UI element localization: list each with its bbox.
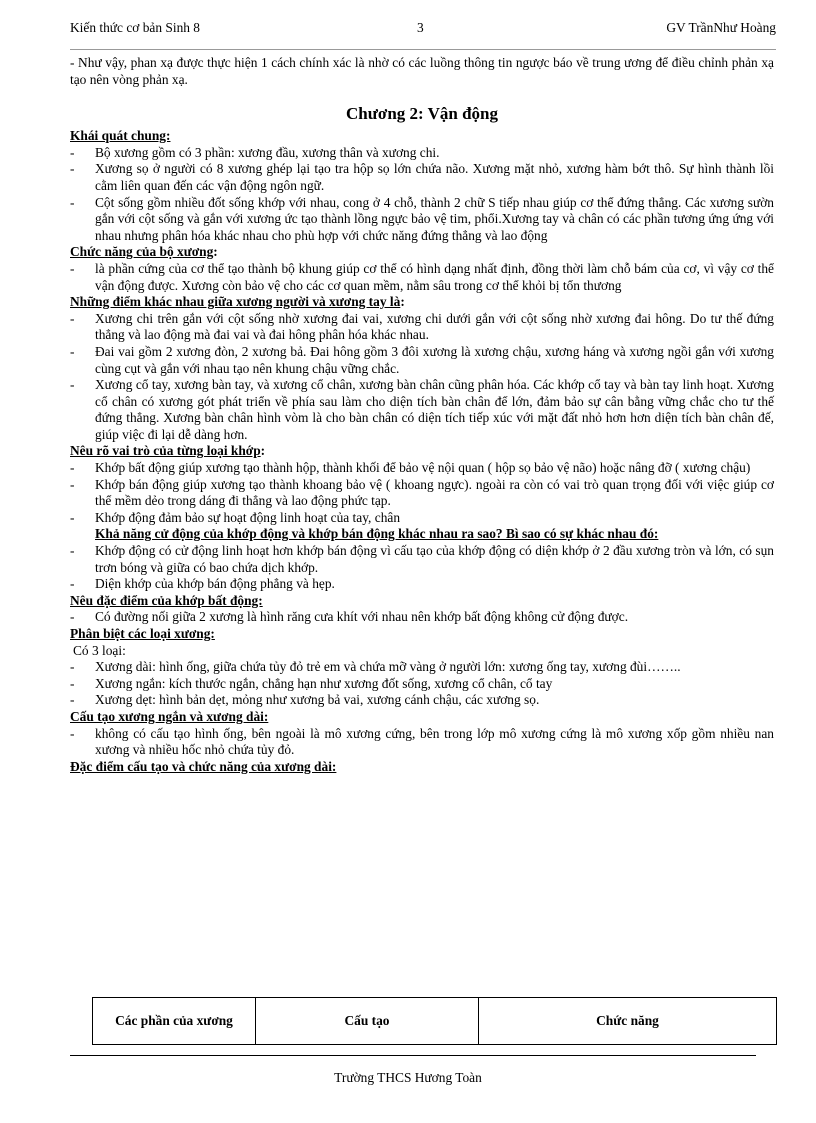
section-heading [70, 593, 774, 610]
list-item: - Khớp động đảm bảo sự hoạt động linh hoạt của tay, chân [70, 510, 774, 527]
bullet-list [70, 145, 774, 245]
footer-divider [70, 1055, 756, 1056]
header-divider [70, 49, 776, 50]
section-heading-text: Đặc điểm cấu tạo và chức năng của xương dài: [70, 758, 337, 774]
section-heading-suffix: : [260, 443, 266, 459]
section-heading [70, 244, 774, 261]
list-item: - Xương cổ tay, xương bàn tay, và xương cổ chân, xương bàn chân cũng phân hóa. Các khớp cổ tay và bàn tay linh hoạt. Xương cổ chân có xương gót phát triển về phía sau làm cho diện tích bàn chân để lớn, đảm bảo sự cân bằng vững chắc cho tư thế đứng thẳng. Xương bàn chân hình vòm là cho bàn chân có diện tích tiếp xúc với mặt đất nhỏ hơn hơn diện tích bàn chân đế, giúp việc đi lại dễ dàng hơn. [70, 377, 774, 443]
section-heading-text: Cấu tạo xương ngắn và xương dài: [70, 708, 269, 724]
section-heading-text: Những điểm khác nhau giữa xương người và xương tay là [70, 294, 401, 310]
section-heading-suffix: : [213, 244, 218, 260]
bullet-list [70, 659, 774, 709]
page-number: 3 [417, 20, 424, 35]
table-header-row [93, 998, 777, 1045]
section-heading-text: Khái quát chung: [70, 128, 171, 144]
list-item: - Khớp động có cử động linh hoạt hơn khớp bán động vì cấu tạo của khớp động có diện khớp ở 2 đầu xương tròn và lớn, có sụn trơn bóng và giữa có bao chứa dịch khớp. [70, 543, 774, 576]
section-heading-text: Khả năng cử động của khớp động và khớp bán động khác nhau ra sao? Bì sao có sự khác nhau đó: [95, 526, 659, 542]
list-item: - Khớp bất động giúp xương tạo thành hộp, thành khối để bảo vệ nội quan ( hộp sọ bảo vệ não) hoặc nâng đỡ ( xương chậu) [70, 460, 774, 477]
header-subject: Kiến thức cơ bản Sinh 8 [70, 20, 200, 35]
bone-structure-table [92, 997, 777, 1045]
bullet-list [70, 726, 774, 759]
document-body [70, 55, 774, 775]
list-item: - Diện khớp của khớp bán động phẳng và hẹp. [70, 576, 774, 593]
sections-container [70, 128, 774, 775]
bullet-list [70, 609, 774, 626]
section-heading [70, 526, 774, 543]
list-item: - Đai vai gồm 2 xương đòn, 2 xương bả. Đai hông gồm 3 đôi xương là xương chậu, xương háng và xương ngồi gắn với xương cùng cụt và gắn với nhau tạo nên khung chậu vững chắc. [70, 344, 774, 377]
list-item: - Cột sống gồm nhiều đốt sống khớp với nhau, cong ở 4 chỗ, thành 2 chữ S tiếp nhau giúp cơ thể đứng thẳng. Các xương sườn gắn với cột sống và gắn với xương ức tạo thành lồng ngực bảo vệ tim, phổi.Xương tay và chân có các phần tương ứng ứng với nhau nhưng phân hóa khác nhau cho phù hợp với chức năng đứng thẳng và lao động [70, 195, 774, 245]
section-heading-suffix: : [400, 294, 405, 310]
page-footer: Trường THCS Hương Toàn [334, 1070, 482, 1085]
section-heading [70, 443, 774, 460]
table-header-cell: Các phần của xương [93, 998, 256, 1045]
section-heading [70, 709, 774, 726]
section-heading [70, 626, 774, 643]
section-heading-text: Chức năng của bộ xương [70, 244, 214, 260]
list-item: - Xương chi trên gắn với cột sống nhờ xương đai vai, xương chi dưới gắn với cột sống nhờ xương đai hông. Do tư thế đứng thẳng và lao động mà đai vai và đai hông phân hóa khác nhau. [70, 311, 774, 344]
section-heading-text: Nêu rõ vai trò của từng loại khớp [70, 443, 261, 459]
list-item: - là phần cứng của cơ thể tạo thành bộ khung giúp cơ thể có hình dạng nhất định, đồng thời làm chỗ bám của cơ, vì vậy cơ thể vận động được. Xương còn bảo vệ cho các cơ quan mềm, nằm sâu trong cơ thể khỏi bị tổn thương [70, 261, 774, 294]
section-heading-text: Nêu đặc điểm của khớp bất động: [70, 592, 263, 608]
list-item: - không có cấu tạo hình ống, bên ngoài là mô xương cứng, bên trong lớp mô xương cứng là mô xương xốp gồm nhiều nan xương và nhiều hốc nhỏ chứa tủy đỏ. [70, 726, 774, 759]
table-header-cell: Chức năng [479, 998, 777, 1045]
list-item: - Xương dài: hình ống, giữa chứa tủy đỏ trẻ em và chứa mỡ vàng ở người lớn: xương ống tay, xương đùi…….. [70, 659, 774, 676]
list-item: - Xương sọ ở người có 8 xương ghép lại tạo tra hộp sọ lớn chứa não. Xương mặt nhỏ, xương hàm bớt thô. Sự hình thành lồi cằm liên quan đến các vận động ngôn ngữ. [70, 161, 774, 194]
list-item: - Khớp bán động giúp xương tạo thành khoang bảo vệ ( khoang ngực). ngoài ra còn có vai trò quan trọng đối với việc giúp cơ thể mềm dẻo trong dáng đi thẳng và lao động phức tạp. [70, 477, 774, 510]
list-item: - Xương ngắn: kích thước ngắn, chẳng hạn như xương đốt sống, xương cổ chân, cổ tay [70, 676, 774, 693]
bullet-list [70, 543, 774, 593]
section-heading [70, 128, 774, 145]
table-header-cell: Cấu tạo [256, 998, 479, 1045]
bullet-list [70, 311, 774, 444]
section-heading [70, 294, 774, 311]
list-item: - Xương dẹt: hình bản dẹt, mỏng như xương bả vai, xương cánh chậu, các xương sọ. [70, 692, 774, 709]
chapter-title: Chương 2: Vận động [345, 104, 499, 124]
bullet-list [70, 460, 774, 526]
header-teacher: GV TrầnNhư Hoàng [666, 20, 776, 35]
section-heading [70, 759, 774, 776]
list-item: - Bộ xương gồm có 3 phần: xương đầu, xương thân và xương chi. [70, 145, 774, 162]
page-header [70, 20, 776, 38]
section-heading-text: Phân biệt các loại xương: [70, 626, 215, 641]
intro-paragraph: - Như vậy, phan xạ được thực hiện 1 cách chính xác là nhờ có các luồng thông tin ngược báo về trung ương để điều chỉnh phản xạ tạo nên vòng phản xạ. [70, 55, 774, 87]
section-note: Có 3 loại: [73, 642, 126, 658]
bullet-list [70, 261, 774, 294]
list-item: - Có đường nối giữa 2 xương là hình răng cưa khít với nhau nên khớp bất động không cử động được. [70, 609, 774, 626]
